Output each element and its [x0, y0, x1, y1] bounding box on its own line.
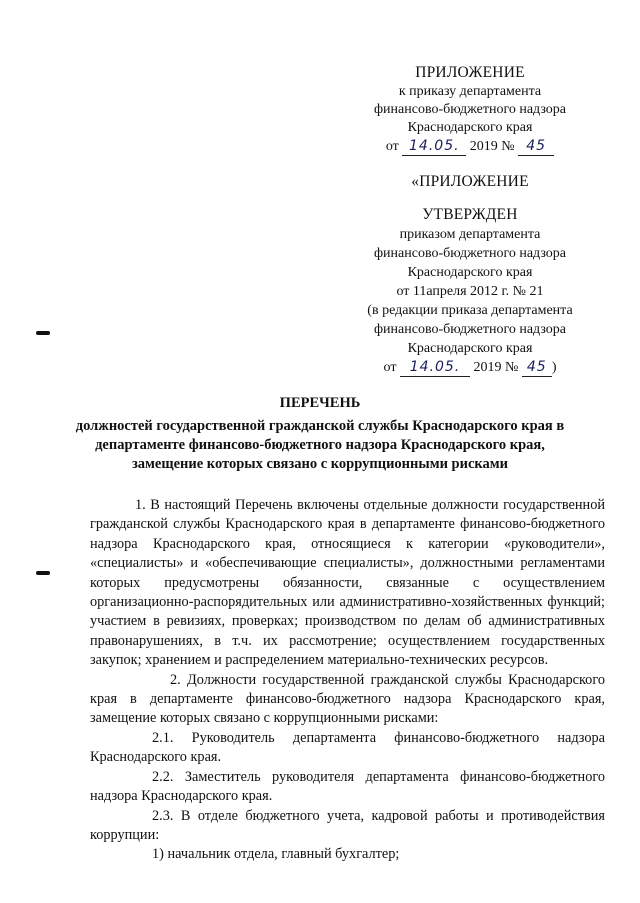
approved-line-1: приказом департамента	[399, 227, 541, 242]
date-field	[402, 138, 466, 156]
appendix-line-2: финансово-бюджетного надзора	[373, 102, 566, 117]
approved-header	[350, 173, 590, 377]
document-title	[60, 394, 580, 474]
approved-line-2: финансово-бюджетного надзора	[373, 246, 566, 261]
year-label: 2019 №	[473, 360, 519, 375]
paragraph-2-1: 2.1. Руководитель департамента финансово-бюджетного надзора Краснодарского края.	[90, 729, 605, 766]
title-line-4: замещение которых связано с коррупционными рисками	[131, 456, 509, 472]
approved-line-3: Краснодарского края	[407, 265, 533, 280]
appendix-date-line	[360, 138, 580, 156]
title-heading: ПЕРЕЧЕНЬ	[279, 395, 361, 411]
approved-line-7: Краснодарского края	[407, 341, 533, 356]
approved-appendix-title: «ПРИЛОЖЕНИЕ	[411, 173, 529, 190]
from-label: от	[383, 360, 397, 375]
punch-mark-bottom	[36, 571, 50, 575]
number-field	[518, 138, 554, 156]
paragraph-1: 1. В настоящий Перечень включены отдельные должности государственной гражданской службы Краснодарского края в департаменте финансово-бюджетного надзора Краснодарского края, относящиеся к категории «руководители», «специалисты» и «обеспечивающие специалисты», должностными регламентами которых предусмотрены обязанности, связанные с осуществлением организационно-распорядительных или административно-хозяйственных функций; участием в ревизиях, проверках; производством по делам об административных правонарушениях, в т.ч. их рассмотрение; осуществлением государственных закупок; хранением и распределением материально-технических ресурсов.	[90, 497, 605, 669]
appendix-title: ПРИЛОЖЕНИЕ	[415, 64, 525, 81]
title-line-3: департаменте финансово-бюджетного надзора Краснодарского края,	[95, 437, 545, 453]
handwritten-number: 45	[526, 138, 547, 154]
appendix-line-3: Краснодарского края	[407, 120, 533, 135]
paragraph-2-3: 2.3. В отделе бюджетного учета, кадровой работы и противодействия коррупции:	[90, 807, 605, 843]
handwritten-date: 14.05.	[409, 359, 461, 375]
approved-date-line	[350, 359, 590, 377]
closing-paren: )	[551, 360, 557, 375]
appendix-line-1: к приказу департамента	[398, 84, 542, 99]
handwritten-date: 14.05.	[409, 138, 460, 154]
approved-line-4: от 11апреля 2012 г. № 21	[396, 284, 544, 299]
paragraph-2: 2. Должности государственной гражданской службы Краснодарского края в департаменте финансово-бюджетного надзора Краснодарского края, замещение которых связано с коррупционными рисками:	[90, 671, 605, 727]
from-label: от	[385, 139, 399, 154]
approved-label: УТВЕРЖДЕН	[422, 206, 518, 223]
year-label: 2019 №	[469, 139, 515, 154]
paragraph-2-2: 2.2. Заместитель руководителя департамента финансово-бюджетного надзора Краснодарского края.	[90, 768, 605, 805]
title-line-2: должностей государственной гражданской службы Краснодарского края в	[75, 418, 565, 434]
approved-line-5: (в редакции приказа департамента	[367, 303, 573, 318]
appendix-header	[360, 64, 580, 156]
approved-line-6: финансово-бюджетного надзора	[373, 322, 566, 337]
handwritten-number: 45	[526, 359, 547, 375]
document-body	[90, 496, 605, 865]
date-field	[400, 359, 470, 377]
number-field	[522, 359, 552, 377]
paragraph-item-1: 1) начальник отдела, главный бухгалтер;	[152, 846, 400, 863]
punch-mark-top	[36, 331, 50, 335]
